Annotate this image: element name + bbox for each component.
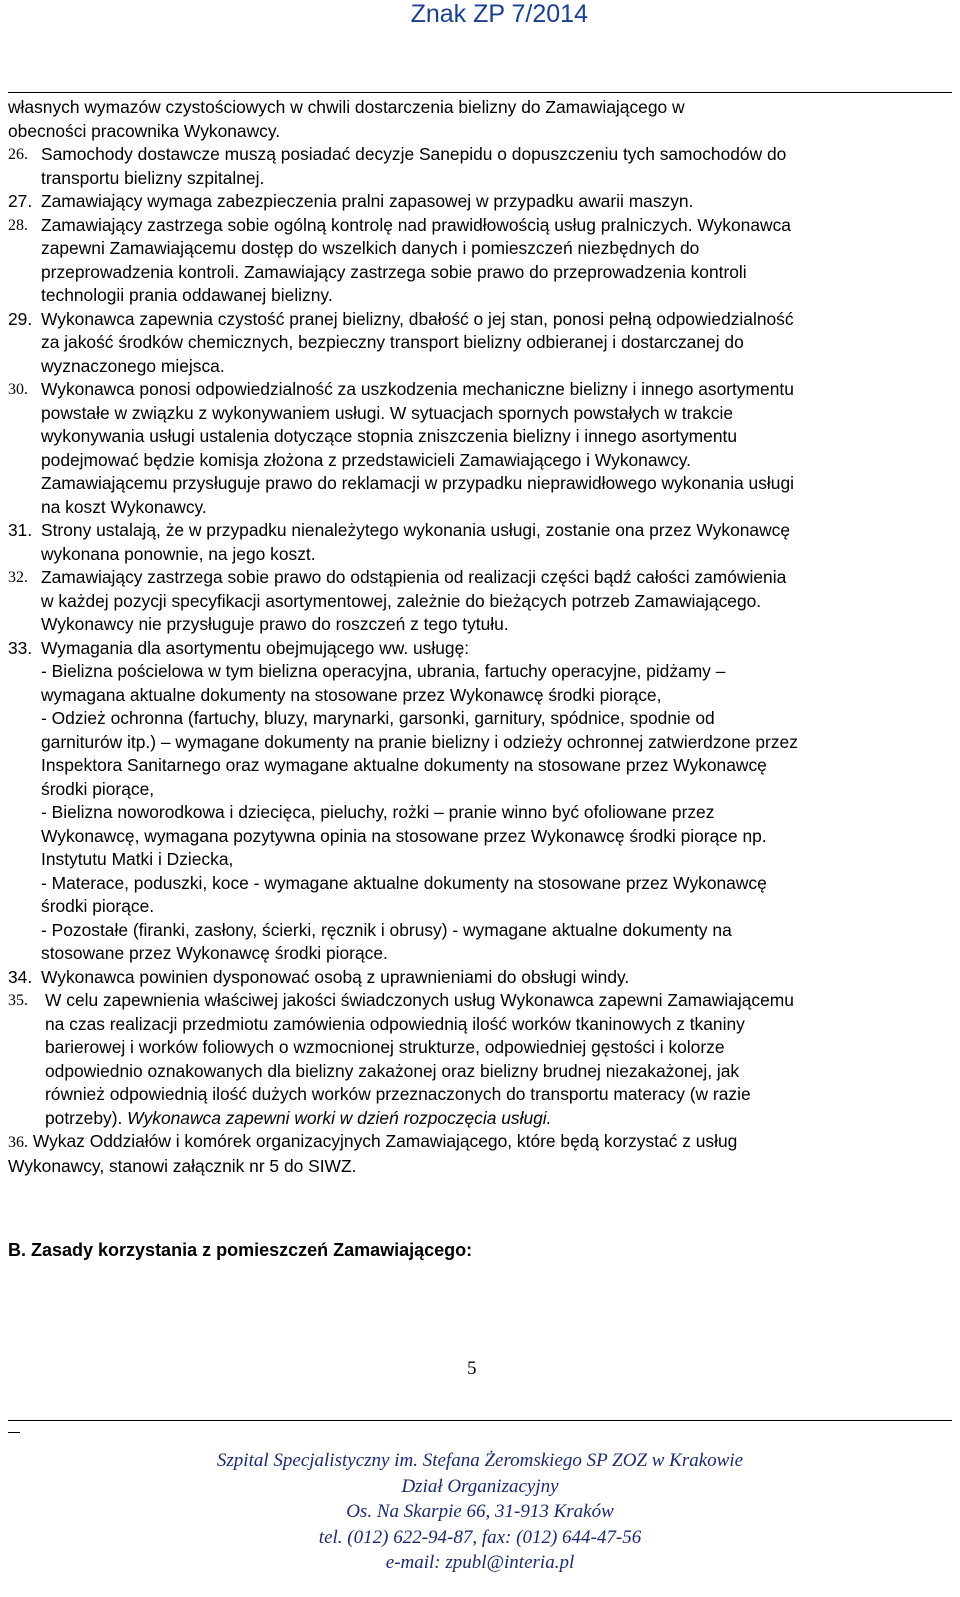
text-line: na koszt Wykonawcy. (41, 496, 207, 517)
list-item-29 (8, 308, 948, 379)
continuation-paragraph (8, 96, 948, 143)
item-number: 28. (8, 216, 28, 234)
list-item-28 (8, 214, 948, 308)
text-line: technologii prania oddawanej bielizny. (41, 285, 333, 305)
list-item-31 (8, 519, 948, 566)
text-line: Inspektora Sanitarnego oraz wymagane aktualne dokumenty na stosowane przez Wykonawcę (41, 755, 767, 775)
document-body (8, 96, 948, 1178)
item-number: 33. (8, 637, 33, 658)
text-line: - Bielizna noworodkowa i dziecięca, pieluchy, rożki – pranie winno być ofoliowane przez (41, 802, 715, 822)
text-line: Instytutu Matki i Dziecka, (41, 849, 234, 869)
text-line: W celu zapewnienia właściwej jakości świadczonych usług Wykonawca zapewni Zamawiającemu (45, 990, 794, 1010)
list-item-36 (8, 1130, 948, 1178)
text-line: Zamawiającemu przysługuje prawo do reklamacji w przypadku nieprawidłowego wykonania usługi (41, 473, 794, 493)
text-line: transportu bielizny szpitalnej. (41, 167, 265, 188)
text-line: barierowej i worków foliowych o wzmocnionej strukturze, odpowiedniej gęstości i kolorze (45, 1037, 725, 1057)
text-line (8, 1130, 948, 1155)
header-rule (8, 92, 952, 93)
text-line: Strony ustalają, że w przypadku nienależytego wykonania usługi, zostanie ona przez Wykonawcę (41, 520, 791, 540)
text-line: - Pozostałe (firanki, zasłony, ścierki, ręcznik i obrusy) - wymagane aktualne dokumenty na (41, 919, 732, 940)
section-heading: B. Zasady korzystania z pomieszczeń Zamawiającego: (8, 1240, 473, 1260)
text-line: zapewni Zamawiającemu dostęp do wszelkich danych i pomieszczeń niezbędnych do (41, 238, 700, 258)
list-item-27 (8, 190, 948, 214)
text-line: wykonywania usługi ustalenia dotyczące stopnia zniszczenia bielizny i innego asortymentu (41, 426, 738, 446)
text-line: Wykonawca powinien dysponować osobą z uprawnieniami do obsługi windy. (41, 966, 630, 987)
list-item-30 (8, 378, 948, 519)
text-line: własnych wymazów czystościowych w chwili dostarczenia bielizny do Zamawiającego w (8, 97, 685, 117)
text-line: - Bielizna pościelowa w tym bielizna operacyjna, ubrania, fartuchy operacyjne, pidżamy – (41, 661, 726, 681)
text-line: wymagana aktualne dokumenty na stosowane przez Wykonawcę środki piorące, (41, 684, 662, 705)
page-footer (0, 1448, 960, 1576)
text-line: środki piorące, (41, 778, 155, 799)
item-number: 29. (8, 308, 33, 329)
footer-email: e-mail: zpubl@interia.pl (385, 1552, 575, 1573)
text-line: Wymagania dla asortymentu obejmującego ww. usługę: (41, 637, 470, 658)
text-line: Zamawiający zastrzega sobie prawo do odstąpienia od realizacji części bądź całości zamówienia (41, 567, 787, 587)
text-line-final (45, 1107, 948, 1131)
item-number: 27. (8, 191, 33, 211)
text-line: powstałe w związku z wykonywaniem usługi. W sytuacjach spornych powstałych w trakcie (41, 402, 734, 423)
text-line: za jakość środków chemicznych, bezpieczny transport bielizny odbieranej i dostarczanej do (41, 332, 744, 352)
text-italic: Wykonawca zapewni worki w dzień rozpoczęcia usługi. (127, 1107, 552, 1128)
item-number: 26. (8, 146, 28, 163)
text-line: garniturów itp.) – wymagane dokumenty na pranie bielizny i odzieży ochronnej zatwierdzone przez (41, 731, 798, 752)
document-code: Znak ZP 7/2014 (410, 0, 588, 28)
item-number: 30. (8, 381, 28, 398)
footer-hospital: Szpital Specjalistyczny im. Stefana Żeromskiego SP ZOZ w Krakowie (216, 1450, 744, 1471)
item-number: 31. (8, 520, 33, 540)
text-line: w każdej pozycji specyfikacji asortymentowej, zależnie do bieżących potrzeb Zamawiającego. (41, 590, 762, 611)
text-line: Zamawiający wymaga zabezpieczenia pralni zapasowej w przypadku awarii maszyn. (41, 191, 694, 211)
text-line: Samochody dostawcze muszą posiadać decyzje Sanepidu o dopuszczeniu tych samochodów do (41, 144, 787, 164)
text-line: środki piorące. (41, 896, 155, 916)
text-line: Zamawiający zastrzega sobie ogólną kontrolę nad prawidłowością usług pralniczych. Wykonawca (41, 214, 791, 235)
page-header (0, 0, 960, 40)
text-line: odpowiednio oznakowanych dla bielizny zakażonej oraz bielizny brudnej niezakażonej, jak (45, 1060, 740, 1081)
item-number: 36. (8, 1134, 28, 1151)
text-line: wyznaczonego miejsca. (41, 355, 225, 376)
list-item-35 (8, 989, 948, 1130)
text-line: Wykonawcę, wymagana pozytywna opinia na stosowane przez Wykonawcę środki piorące np. (41, 825, 767, 846)
text-line: podejmować będzie komisja złożona z przedstawicieli Zamawiającego i Wykonawcy. (41, 449, 692, 470)
list-item-33 (8, 637, 948, 966)
text-line: Wykonawca zapewnia czystość pranej bielizny, dbałość o jej stan, ponosi pełną odpowiedzialność (41, 308, 794, 329)
footer-department: Dział Organizacyjny (401, 1475, 559, 1497)
list-item-26 (8, 143, 948, 190)
list-item-32 (8, 566, 948, 637)
footer-phone: tel. (012) 622-94-87, fax: (012) 644-47-56 (318, 1526, 642, 1548)
text-plain: potrzeby). (45, 1107, 128, 1128)
item-number: 35. (8, 992, 28, 1009)
text-line: obecności pracownika Wykonawcy. (8, 120, 281, 141)
footer-rule (8, 1420, 952, 1421)
item-number: 34. (8, 966, 33, 987)
text-line: - Materace, poduszki, koce - wymagane aktualne dokumenty na stosowane przez Wykonawcę (41, 872, 767, 893)
text-line: Wykonawcy nie przysługuje prawo do roszczeń z tego tytułu. (41, 614, 509, 634)
text-line: wykonana ponownie, na jego koszt. (41, 543, 316, 564)
list-item-34 (8, 966, 948, 990)
item-number: 32. (8, 569, 28, 586)
text-line-content: Wykaz Oddziałów i komórek organizacyjnych Zamawiającego, które będą korzystać z usług (32, 1131, 738, 1151)
footer-address: Os. Na Skarpie 66, 31-913 Kraków (346, 1501, 614, 1522)
text-line: Wykonawcy, stanowi załącznik nr 5 do SIWZ. (8, 1155, 357, 1176)
page-number: 5 (467, 1358, 477, 1379)
footnote-separator (8, 1432, 20, 1433)
text-line: stosowane przez Wykonawcę środki piorące. (41, 943, 388, 963)
text-line: przeprowadzenia kontroli. Zamawiający zastrzega sobie prawo do przeprowadzenia kontroli (41, 261, 747, 282)
text-line: Wykonawca ponosi odpowiedzialność za uszkodzenia mechaniczne bielizny i innego asortymentu (41, 379, 794, 399)
text-line: - Odzież ochronna (fartuchy, bluzy, marynarki, garsonki, garnitury, spódnice, spodnie od (41, 708, 715, 728)
text-line: również odpowiednią ilość dużych worków przeznaczonych do transportu materacy (w razie (45, 1084, 751, 1104)
text-line: na czas realizacji przedmiotu zamówienia odpowiednią ilość worków tkaninowych z tkaniny (45, 1013, 745, 1034)
